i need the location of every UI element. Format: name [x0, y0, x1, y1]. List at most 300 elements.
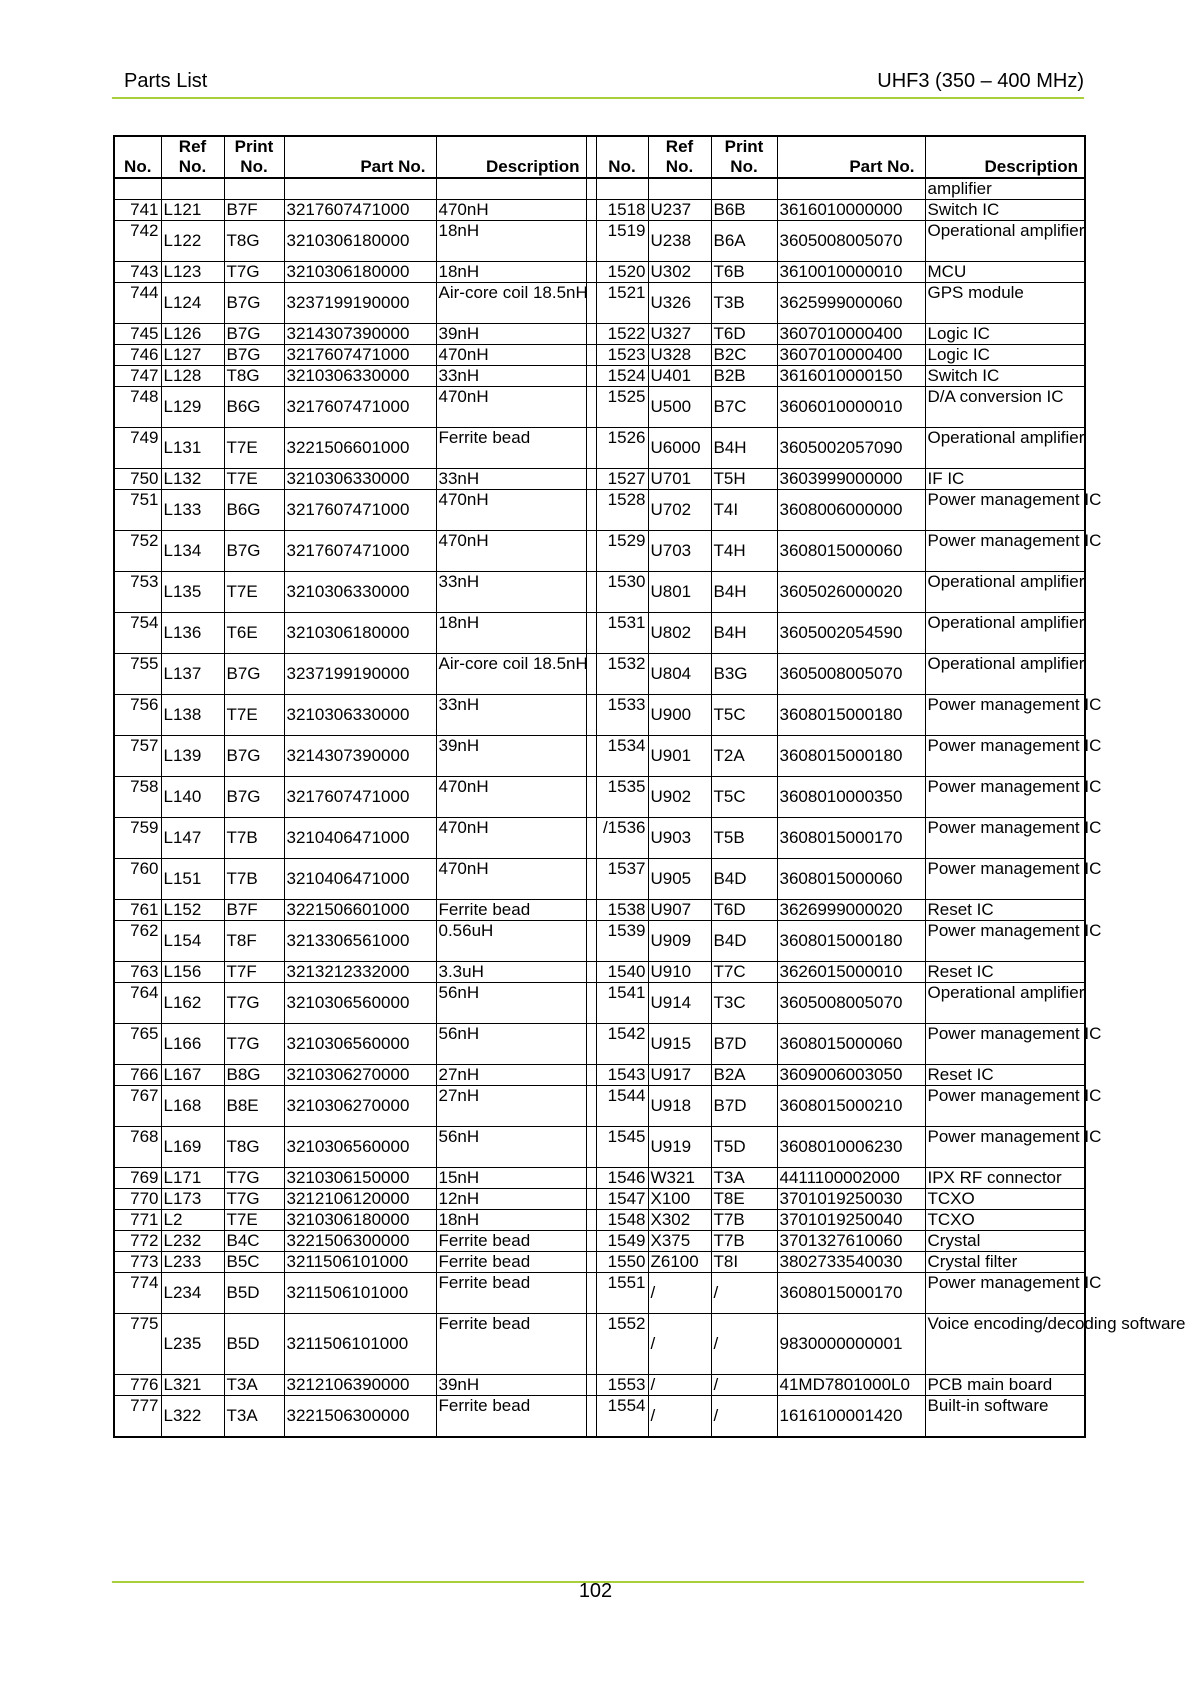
table-row — [114, 613, 1085, 654]
cell-left-ref-no: L232 — [161, 1231, 224, 1252]
col-ref-no: Ref No. — [161, 136, 224, 178]
cell-right-ref-no: / — [648, 1396, 711, 1438]
cell-left-print-no: B4C — [224, 1231, 284, 1252]
cell-left-description: 0.56uH — [436, 921, 586, 962]
cell-left-part-no: 3214307390000 — [284, 736, 436, 777]
cell-right-description: Reset IC — [925, 962, 1085, 983]
cell-left-description: 18nH — [436, 262, 586, 283]
cell-left-ref-no: L122 — [161, 221, 224, 262]
table-row — [114, 490, 1085, 531]
column-gap — [586, 1168, 596, 1189]
cell-right-part-no: 3607010000400 — [777, 324, 925, 345]
cell-right-ref-no: U238 — [648, 221, 711, 262]
cell-right-description: Voice encoding/decoding software — [925, 1314, 1085, 1375]
cell-left-print-no: T7G — [224, 983, 284, 1024]
cell-left-no: 763 — [114, 962, 161, 983]
cell-left-print-no: B5D — [224, 1273, 284, 1314]
cell-right-ref-no: W321 — [648, 1168, 711, 1189]
cell-left-no: 774 — [114, 1273, 161, 1314]
cell-left-ref-no: L136 — [161, 613, 224, 654]
cell-right-description: TCXO — [925, 1210, 1085, 1231]
column-gap — [586, 1231, 596, 1252]
table-row — [114, 818, 1085, 859]
cell-left-print-no: B6G — [224, 387, 284, 428]
cell-left-print-no: B7G — [224, 736, 284, 777]
cell-right-print-no: T6D — [711, 324, 777, 345]
cell-left-part-no: 3211506101000 — [284, 1252, 436, 1273]
cell-left-description: 470nH — [436, 345, 586, 366]
cell-right-print-no: B2A — [711, 1065, 777, 1086]
cell-left-no: 771 — [114, 1210, 161, 1231]
column-gap — [586, 736, 596, 777]
cell-left-ref-no: L129 — [161, 387, 224, 428]
table-row — [114, 531, 1085, 572]
cell-left-ref-no: L154 — [161, 921, 224, 962]
cell-right-ref-no: U702 — [648, 490, 711, 531]
cell-left-print-no: T7B — [224, 818, 284, 859]
cell-right-no: 1526 — [596, 428, 648, 469]
cell-right-description: Crystal — [925, 1231, 1085, 1252]
cell-right-part-no: 3701019250040 — [777, 1210, 925, 1231]
cell-left-print-no: T7E — [224, 1210, 284, 1231]
cell-right-no: 1519 — [596, 221, 648, 262]
cell-right-ref-no: U905 — [648, 859, 711, 900]
cell-right-part-no: 3605008005070 — [777, 654, 925, 695]
cell-right-ref-no: U804 — [648, 654, 711, 695]
table-row — [114, 1086, 1085, 1127]
cell-left-ref-no: L151 — [161, 859, 224, 900]
cell-right-no: 1537 — [596, 859, 648, 900]
column-gap — [586, 983, 596, 1024]
cell-right-ref-no: / — [648, 1375, 711, 1396]
cell-right-no: /1536 — [596, 818, 648, 859]
cell-left-no: 767 — [114, 1086, 161, 1127]
cell-left-no: 758 — [114, 777, 161, 818]
cell-right-print-no: T5B — [711, 818, 777, 859]
cell-left-part-no: 3210306330000 — [284, 695, 436, 736]
cell-left-ref-no: L162 — [161, 983, 224, 1024]
cell-right-part-no: 3606010000010 — [777, 387, 925, 428]
cell-right-print-no: B3G — [711, 654, 777, 695]
cell-left-print-no: T3A — [224, 1375, 284, 1396]
cell-right-ref-no: U703 — [648, 531, 711, 572]
table-row — [114, 859, 1085, 900]
col-ref-no-2: Ref No. — [648, 136, 711, 178]
cell-right-print-no: B2C — [711, 345, 777, 366]
cell-left-print-no: T6E — [224, 613, 284, 654]
cell-left-part-no: 3210306150000 — [284, 1168, 436, 1189]
cell-left-ref-no: L140 — [161, 777, 224, 818]
cell-left-ref-no: L166 — [161, 1024, 224, 1065]
table-row — [114, 387, 1085, 428]
cell-right-print-no: T5C — [711, 777, 777, 818]
cell-right-no: 1541 — [596, 983, 648, 1024]
cell-right-print-no: T3C — [711, 983, 777, 1024]
cell-left-ref-no: L131 — [161, 428, 224, 469]
cell-right-no: 1527 — [596, 469, 648, 490]
table-row — [114, 1273, 1085, 1314]
cell-left-print-no: T7E — [224, 572, 284, 613]
cell-left-part-no: 3217607471000 — [284, 200, 436, 221]
column-gap — [586, 1024, 596, 1065]
cell-left-description: Ferrite bead — [436, 1314, 586, 1375]
cell-left-part-no: 3210306560000 — [284, 1024, 436, 1065]
cell-left-print-no: B7F — [224, 200, 284, 221]
cell-left-description: Ferrite bead — [436, 1252, 586, 1273]
column-gap — [586, 859, 596, 900]
table-row — [114, 695, 1085, 736]
cell-left-no: 756 — [114, 695, 161, 736]
table-row — [114, 1127, 1085, 1168]
table-row — [114, 1396, 1085, 1438]
cell-left-description: Ferrite bead — [436, 1273, 586, 1314]
cell-left-no: 775 — [114, 1314, 161, 1375]
cell-left-description: Air-core coil 18.5nH — [436, 654, 586, 695]
table-row — [114, 324, 1085, 345]
cell-right-description: Logic IC — [925, 324, 1085, 345]
cell-right-no: 1544 — [596, 1086, 648, 1127]
cell-left-description: 470nH — [436, 490, 586, 531]
cell-right-no: 1539 — [596, 921, 648, 962]
cell-right-no: 1525 — [596, 387, 648, 428]
cell-left-description: 18nH — [436, 613, 586, 654]
cell-left-no: 748 — [114, 387, 161, 428]
cell-left-print-no: B7G — [224, 531, 284, 572]
column-gap — [586, 1375, 596, 1396]
cell-left-part-no: 3221506601000 — [284, 428, 436, 469]
cell-left-ref-no: L124 — [161, 283, 224, 324]
cell-right-no: 1532 — [596, 654, 648, 695]
cell-left-print-no: T7F — [224, 962, 284, 983]
cell-left-no: 753 — [114, 572, 161, 613]
cell-left-ref-no: L234 — [161, 1273, 224, 1314]
cell-right-ref-no: U327 — [648, 324, 711, 345]
cell-left-description: Ferrite bead — [436, 1231, 586, 1252]
cell-left-part-no: 3221506300000 — [284, 1231, 436, 1252]
cell-left-ref-no: L169 — [161, 1127, 224, 1168]
cell-right-ref-no: U910 — [648, 962, 711, 983]
cell-left-print-no: B7G — [224, 777, 284, 818]
cell-left-print-no: T8F — [224, 921, 284, 962]
cell-right-print-no: T4H — [711, 531, 777, 572]
cell-right-part-no: 3626015000010 — [777, 962, 925, 983]
cell-left-no: 757 — [114, 736, 161, 777]
cell-left-description: 27nH — [436, 1065, 586, 1086]
cell-right-no: 1551 — [596, 1273, 648, 1314]
cell-left-no: 743 — [114, 262, 161, 283]
table-row — [114, 962, 1085, 983]
column-gap — [586, 962, 596, 983]
cell-right-print-no: T5C — [711, 695, 777, 736]
table-row — [114, 1065, 1085, 1086]
cell-left-part-no: 3210306270000 — [284, 1065, 436, 1086]
cell-left-description: 33nH — [436, 469, 586, 490]
cell-left-part-no: 3214307390000 — [284, 324, 436, 345]
cell-left-ref-no: L147 — [161, 818, 224, 859]
col-no: No. — [114, 136, 161, 178]
column-gap — [586, 1189, 596, 1210]
cell-right-ref-no: U900 — [648, 695, 711, 736]
cell-right-no: 1546 — [596, 1168, 648, 1189]
column-gap — [586, 1273, 596, 1314]
cell-right-part-no: 3605008005070 — [777, 983, 925, 1024]
column-gap — [586, 900, 596, 921]
cell-right-ref-no: X375 — [648, 1231, 711, 1252]
cell-right-no: 1554 — [596, 1396, 648, 1438]
cell-left-part-no: 3213306561000 — [284, 921, 436, 962]
cell-left-description: 56nH — [436, 1127, 586, 1168]
cell-left-print-no: T7E — [224, 469, 284, 490]
cell-right-print-no: T8E — [711, 1189, 777, 1210]
cell-right-description: Operational amplifier — [925, 654, 1085, 695]
cell-left-description: 12nH — [436, 1189, 586, 1210]
cell-left-ref-no: L135 — [161, 572, 224, 613]
cell-right-no: 1545 — [596, 1127, 648, 1168]
column-gap — [586, 387, 596, 428]
cell-right-part-no: 3605026000020 — [777, 572, 925, 613]
column-gap — [586, 572, 596, 613]
table-header-row — [114, 136, 1085, 178]
column-gap — [586, 531, 596, 572]
cell-left-no: 760 — [114, 859, 161, 900]
cell-left-ref-no: L139 — [161, 736, 224, 777]
cell-right-description: Switch IC — [925, 200, 1085, 221]
table-row — [114, 1231, 1085, 1252]
cell-right-no: 1535 — [596, 777, 648, 818]
cell-right-ref-no: / — [648, 1273, 711, 1314]
cell-right-description: Reset IC — [925, 1065, 1085, 1086]
cell-left-ref-no: L152 — [161, 900, 224, 921]
cell-left-no: 755 — [114, 654, 161, 695]
cell-right-description: Reset IC — [925, 900, 1085, 921]
column-gap — [586, 818, 596, 859]
column-gap — [586, 1314, 596, 1375]
column-gap — [586, 345, 596, 366]
cell-right-ref-no: U500 — [648, 387, 711, 428]
cell-left-part-no: 3210406471000 — [284, 859, 436, 900]
cell-right-ref-no: U326 — [648, 283, 711, 324]
cell-right-print-no: T5H — [711, 469, 777, 490]
table-row — [114, 345, 1085, 366]
cell-left-print-no: B5D — [224, 1314, 284, 1375]
cell-left-part-no: 3210306560000 — [284, 1127, 436, 1168]
cell-right-print-no: T6D — [711, 900, 777, 921]
cell-right-ref-no: U401 — [648, 366, 711, 387]
cell-right-part-no: 3608015000210 — [777, 1086, 925, 1127]
column-gap — [586, 1252, 596, 1273]
cell-left-part-no: 3210306180000 — [284, 1210, 436, 1231]
cell-left-description: Ferrite bead — [436, 428, 586, 469]
table-row — [114, 983, 1085, 1024]
parts-table — [113, 135, 1186, 1438]
cell-left-print-no: T8G — [224, 366, 284, 387]
table-row — [114, 1314, 1085, 1375]
cell-left-description: 470nH — [436, 859, 586, 900]
cell-right-print-no: B4H — [711, 613, 777, 654]
cell-right-print-no: B7D — [711, 1024, 777, 1065]
cell-left-print-no: B5C — [224, 1252, 284, 1273]
cell-right-description: Power management IC — [925, 736, 1085, 777]
cell-left-print-no: B8G — [224, 1065, 284, 1086]
cell-right-description: Operational amplifier — [925, 572, 1085, 613]
cell-left-ref-no: L126 — [161, 324, 224, 345]
cell-right-no: 1552 — [596, 1314, 648, 1375]
cell-right-description: Operational amplifier — [925, 983, 1085, 1024]
cell-left-ref-no: L138 — [161, 695, 224, 736]
cell-left-no: 768 — [114, 1127, 161, 1168]
cell-left-part-no: 3210306270000 — [284, 1086, 436, 1127]
cell-left-part-no: 3217607471000 — [284, 345, 436, 366]
cell-right-description: Power management IC — [925, 490, 1085, 531]
cell-right-description: D/A conversion IC — [925, 387, 1085, 428]
cell-right-part-no: 3605002057090 — [777, 428, 925, 469]
cell-left-no: 744 — [114, 283, 161, 324]
cell-left-no: 752 — [114, 531, 161, 572]
cell-left-description: 39nH — [436, 324, 586, 345]
cell-left-description: 39nH — [436, 1375, 586, 1396]
col-description: Description — [436, 136, 586, 178]
cell-left-part-no: 3212106120000 — [284, 1189, 436, 1210]
cell-left-description: 18nH — [436, 221, 586, 262]
cell-left-part-no: 3213212332000 — [284, 962, 436, 983]
cell-left-print-no: T7G — [224, 1024, 284, 1065]
cell-left-part-no: 3210306330000 — [284, 366, 436, 387]
cell-right-description: Operational amplifier — [925, 428, 1085, 469]
cell-right-print-no: T7B — [711, 1231, 777, 1252]
cell-right-ref-no: U328 — [648, 345, 711, 366]
cell-left-part-no: 3210306180000 — [284, 613, 436, 654]
cell-left-part-no: 3237199190000 — [284, 283, 436, 324]
column-gap — [586, 1396, 596, 1438]
cell-left-ref-no: L127 — [161, 345, 224, 366]
cell-left-part-no: 3212106390000 — [284, 1375, 436, 1396]
cell-left-no: 766 — [114, 1065, 161, 1086]
cell-left-ref-no: L167 — [161, 1065, 224, 1086]
cell-left-ref-no: L235 — [161, 1314, 224, 1375]
cell-right-description: GPS module — [925, 283, 1085, 324]
cell-left-print-no: T7G — [224, 1189, 284, 1210]
cell-right-print-no: T3A — [711, 1168, 777, 1189]
column-gap — [586, 613, 596, 654]
cell-left-no: 772 — [114, 1231, 161, 1252]
cell-left-no: 769 — [114, 1168, 161, 1189]
cell-right-print-no: T7C — [711, 962, 777, 983]
cell-left-part-no: 3217607471000 — [284, 490, 436, 531]
table-row — [114, 736, 1085, 777]
table-row — [114, 1252, 1085, 1273]
cell-left-ref-no: L171 — [161, 1168, 224, 1189]
cell-left-print-no: B7G — [224, 654, 284, 695]
cell-left-description: 33nH — [436, 366, 586, 387]
cell-right-description: Power management IC — [925, 1086, 1085, 1127]
cell-right-no: 1522 — [596, 324, 648, 345]
column-gap — [586, 490, 596, 531]
cell-right-part-no: 3608010006230 — [777, 1127, 925, 1168]
column-gap — [586, 428, 596, 469]
cell-right-no: 1550 — [596, 1252, 648, 1273]
cell-right-ref-no: U302 — [648, 262, 711, 283]
cell-left-description: 470nH — [436, 818, 586, 859]
cell-right-part-no: 3701019250030 — [777, 1189, 925, 1210]
cell-right-part-no: 3802733540030 — [777, 1252, 925, 1273]
cell-left-print-no: B7G — [224, 283, 284, 324]
cell-right-description: Power management IC — [925, 859, 1085, 900]
cell-right-ref-no: X100 — [648, 1189, 711, 1210]
cell-left-part-no: 3221506601000 — [284, 900, 436, 921]
cell-right-ref-no: U915 — [648, 1024, 711, 1065]
cell-right-part-no: 3610010000010 — [777, 262, 925, 283]
cell-left-print-no: T7G — [224, 262, 284, 283]
column-gap — [586, 262, 596, 283]
table-row — [114, 469, 1085, 490]
col-no-2: No. — [596, 136, 648, 178]
cell-right-no: 1540 — [596, 962, 648, 983]
cell-left-ref-no: L173 — [161, 1189, 224, 1210]
cell-right-no: 1530 — [596, 572, 648, 613]
cell-left-ref-no: L137 — [161, 654, 224, 695]
cell-right-no: 1524 — [596, 366, 648, 387]
cell-right-ref-no: U914 — [648, 983, 711, 1024]
cell-right-description: Power management IC — [925, 1127, 1085, 1168]
cell-right-ref-no: U6000 — [648, 428, 711, 469]
table-row — [114, 1024, 1085, 1065]
column-gap — [586, 469, 596, 490]
cell-right-ref-no: U907 — [648, 900, 711, 921]
cell-left-print-no: B7F — [224, 900, 284, 921]
cell-left-description: 470nH — [436, 531, 586, 572]
cell-left-ref-no: L121 — [161, 200, 224, 221]
cell-left-part-no: 3211506101000 — [284, 1273, 436, 1314]
cell-right-ref-no: U801 — [648, 572, 711, 613]
cell-right-print-no: T5D — [711, 1127, 777, 1168]
column-gap — [586, 366, 596, 387]
cell-right-description: Power management IC — [925, 531, 1085, 572]
cell-right-description: Power management IC — [925, 921, 1085, 962]
cell-left-ref-no: L156 — [161, 962, 224, 983]
cell-right-print-no: B4D — [711, 859, 777, 900]
cell-left-no: 745 — [114, 324, 161, 345]
cell-left-ref-no: L322 — [161, 1396, 224, 1438]
table-row — [114, 921, 1085, 962]
table-row — [114, 777, 1085, 818]
cell-right-description: TCXO — [925, 1189, 1085, 1210]
cell-left-no: 765 — [114, 1024, 161, 1065]
cell-right-print-no: B6A — [711, 221, 777, 262]
table-row — [114, 283, 1085, 324]
cell-right-print-no: T2A — [711, 736, 777, 777]
cell-left-ref-no: L2 — [161, 1210, 224, 1231]
cell-left-ref-no: L321 — [161, 1375, 224, 1396]
cell-left-part-no: 3217607471000 — [284, 777, 436, 818]
header-model: UHF3 (350 – 400 MHz) — [877, 70, 1084, 92]
column-gap — [586, 200, 596, 221]
table-row — [114, 572, 1085, 613]
cell-right-part-no: 3608015000180 — [777, 921, 925, 962]
column-gap — [586, 136, 596, 178]
cell-right-part-no: 3605008005070 — [777, 221, 925, 262]
cell-right-print-no: T3B — [711, 283, 777, 324]
column-gap — [586, 324, 596, 345]
cell-right-description: Power management IC — [925, 777, 1085, 818]
cell-right-print-no: B2B — [711, 366, 777, 387]
cell-left-description: 470nH — [436, 200, 586, 221]
cell-right-no: 1543 — [596, 1065, 648, 1086]
col-print-no-2: Print No. — [711, 136, 777, 178]
cell-left-print-no: T7B — [224, 859, 284, 900]
cell-right-part-no: 1616100001420 — [777, 1396, 925, 1438]
column-gap — [586, 221, 596, 262]
cell-left-no: 742 — [114, 221, 161, 262]
